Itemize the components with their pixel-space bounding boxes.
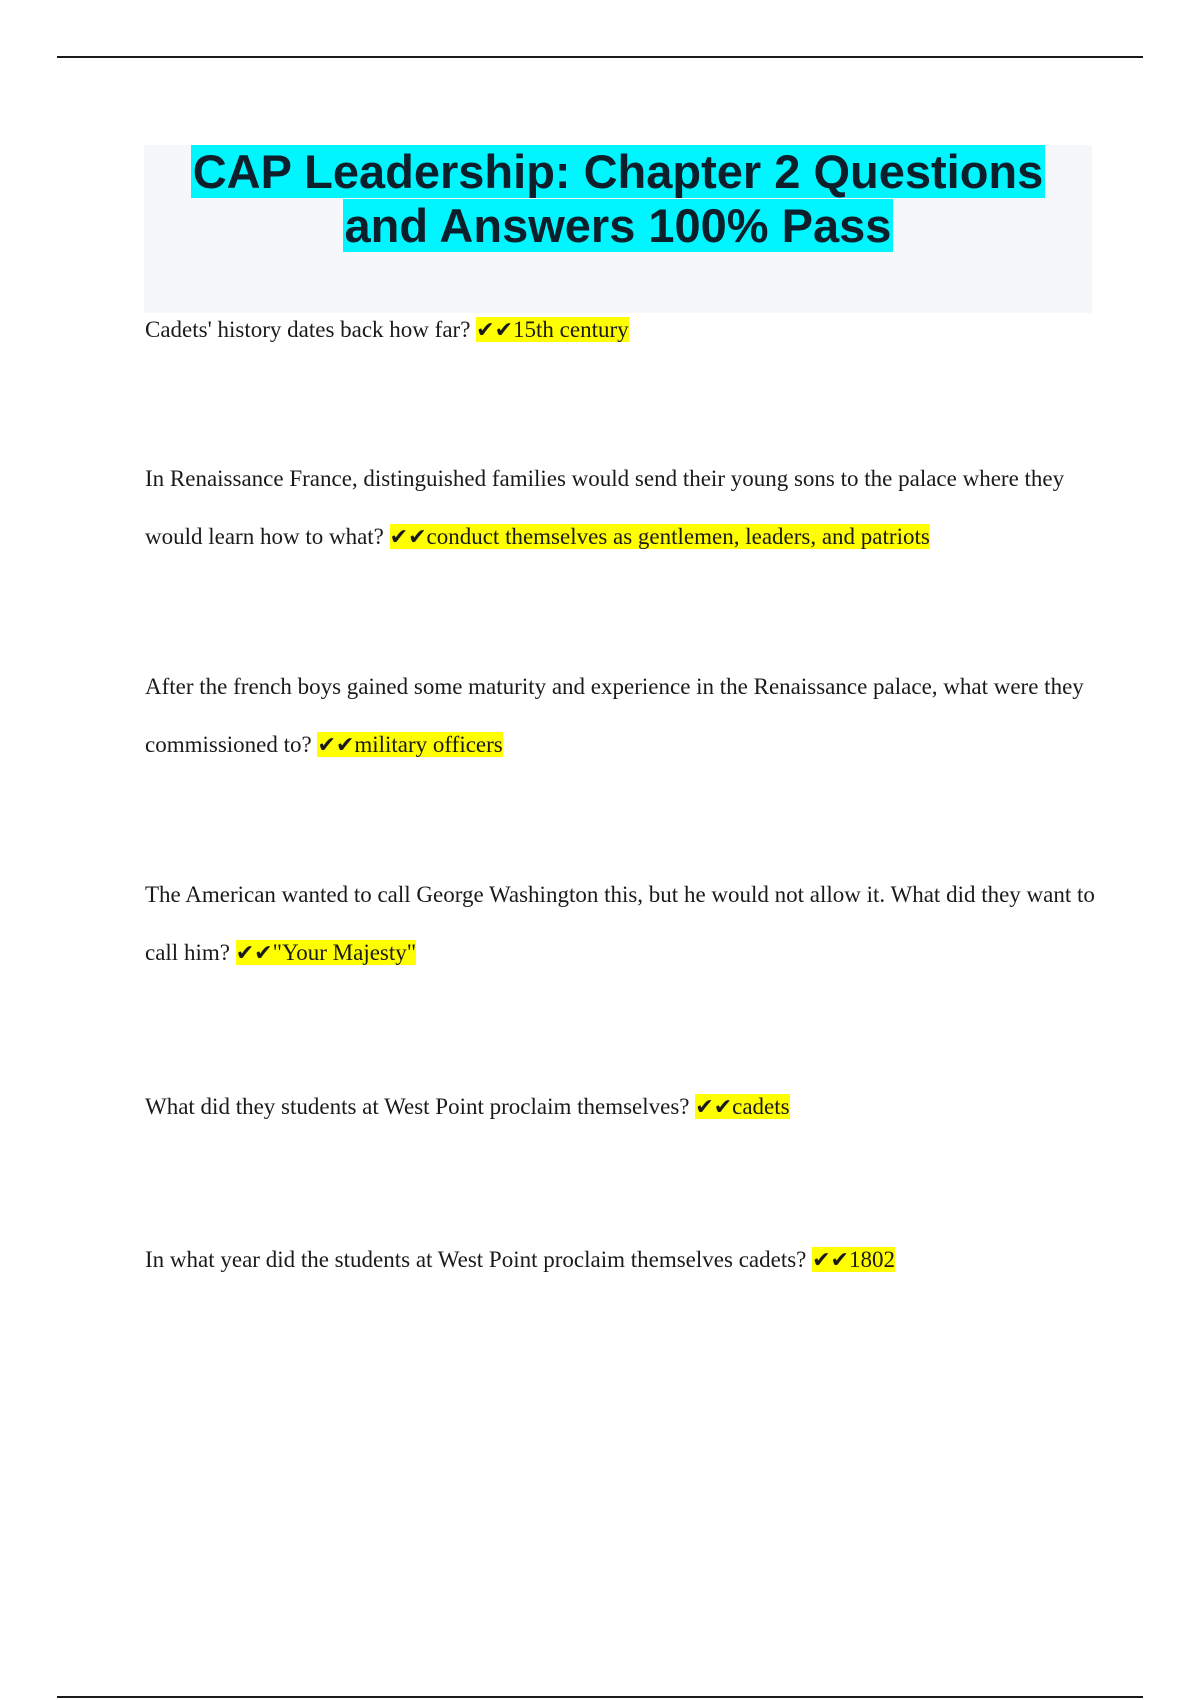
answer-highlight [236,940,416,965]
double-check-icon: ✔✔ [317,733,355,758]
answer-highlight [476,317,628,342]
double-check-icon: ✔✔ [389,525,427,550]
question-text: After the french boys gained some maturity and experience in the Renaissance palace, what were they commissioned to? [145,674,1084,757]
question-text: In Renaissance France, distinguished families would send their young sons to the palace where they would learn how to what? [145,466,1065,549]
double-check-icon: ✔✔ [695,1095,733,1120]
qa-item-3 [145,658,1105,775]
answer-highlight [390,524,930,549]
answer-highlight [695,1094,789,1119]
qa-item-6 [145,1231,1105,1290]
answer-text: military officers [354,732,503,757]
answer-text: 1802 [849,1247,895,1272]
question-text: Cadets' history dates back how far? [145,317,477,342]
answer-text: "Your Majesty" [272,940,417,965]
title-line-2: and Answers 100% Pass [344,199,892,252]
double-check-icon: ✔✔ [235,941,273,966]
answer-text: conduct themselves as gentlemen, leaders, and patriots [426,524,930,549]
question-text: What did they students at West Point proclaim themselves? [145,1094,696,1119]
double-check-icon: ✔✔ [812,1248,849,1273]
title-block [144,145,1092,313]
footer-rule [57,1696,1143,1698]
qa-item-2 [145,450,1105,567]
qa-item-5 [145,1078,1105,1137]
double-check-icon: ✔✔ [476,318,514,343]
question-text: The American wanted to call George Washington this, but he would not allow it. What did they want to call him? [145,882,1095,965]
title-line-1: CAP Leadership: Chapter 2 Questions [192,145,1044,198]
answer-highlight [317,732,502,757]
question-text: In what year did the students at West Point proclaim themselves cadets? [145,1247,813,1272]
document-title [144,145,1092,253]
qa-item-4 [145,866,1105,983]
answer-text: 15th century [513,317,629,342]
header-rule [57,56,1143,58]
qa-item-1 [145,301,1105,360]
answer-text: cadets [732,1094,790,1119]
answer-highlight [812,1247,895,1272]
